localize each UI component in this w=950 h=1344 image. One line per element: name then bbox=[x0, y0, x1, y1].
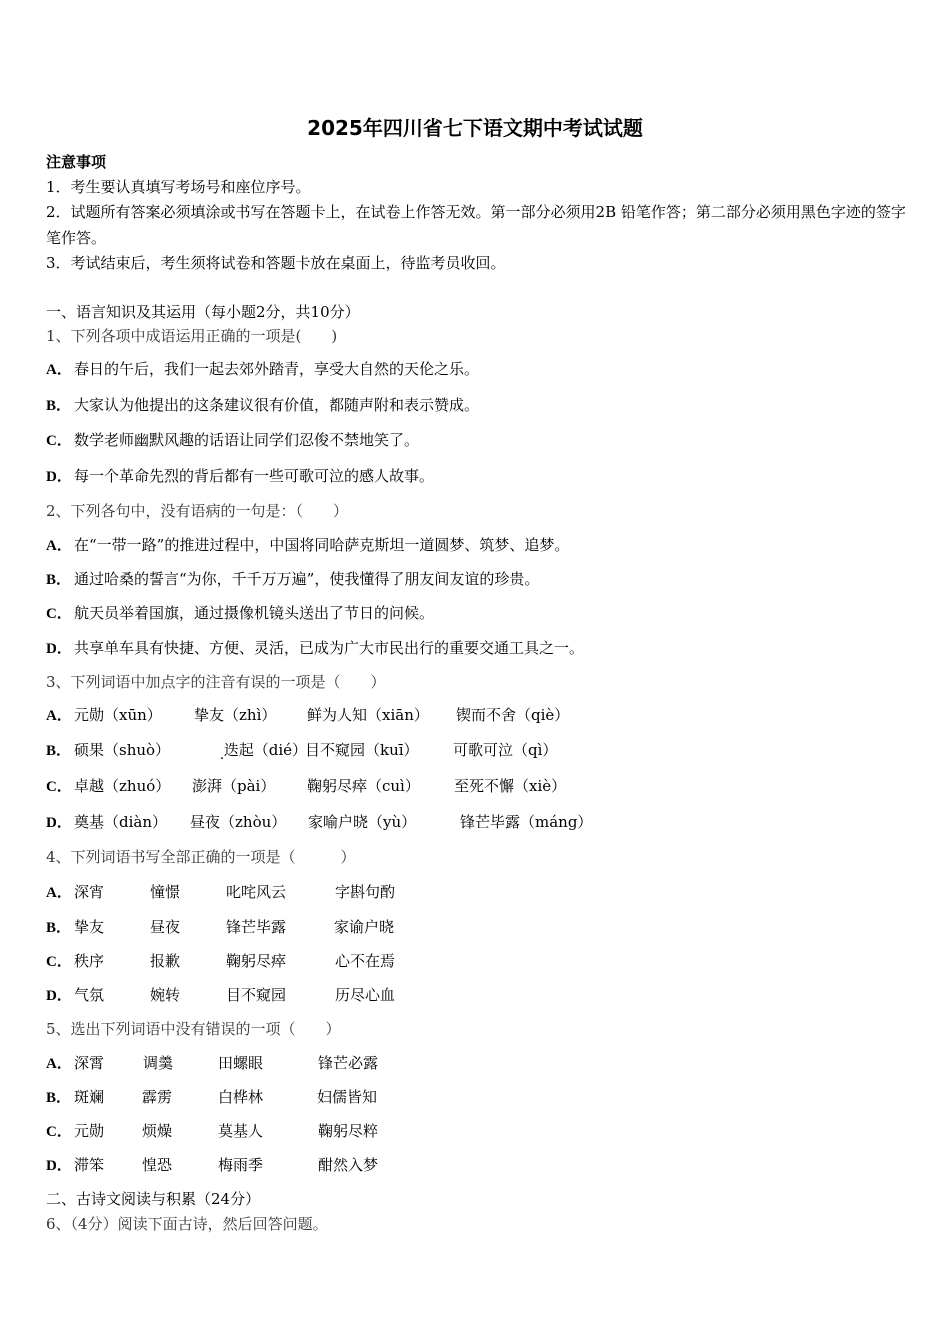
option-text: 春日的午后，我们一起去郊外踏青，享受大自然的天伦之乐。 bbox=[74, 360, 480, 378]
option-label: C． bbox=[46, 779, 72, 795]
option-label: B． bbox=[46, 743, 72, 759]
word-cell: 白桦林 bbox=[218, 1088, 264, 1106]
option-label: A． bbox=[46, 1056, 72, 1072]
option-label: D． bbox=[46, 988, 72, 1004]
option-label: B． bbox=[46, 398, 72, 414]
word-cell: 鞠躬尽瘁（cuì） bbox=[307, 777, 420, 795]
option-label: B． bbox=[46, 920, 72, 936]
question-4-stem: 4、下列词语书写全部正确的一项是（ ） bbox=[46, 848, 356, 866]
word-cell: 婉转 bbox=[150, 986, 181, 1004]
option-label: B． bbox=[46, 1090, 72, 1106]
word-cell: 历尽心血 bbox=[335, 986, 396, 1004]
q5-option-a[interactable] bbox=[46, 1053, 906, 1075]
word-cell: 田螺眼 bbox=[218, 1054, 264, 1072]
word-cell: 霹雳 bbox=[142, 1088, 173, 1106]
q3-option-b[interactable] bbox=[46, 740, 906, 762]
word-cell: 挚友（zhì） bbox=[194, 706, 277, 724]
word-cell: 鞠躬尽瘁 bbox=[226, 952, 287, 970]
q3-option-a[interactable] bbox=[46, 705, 906, 727]
word-cell: 酣然入梦 bbox=[318, 1156, 379, 1174]
option-text: 通过哈桑的誓言“为你，千千万万遍”，使我懂得了朋友间友谊的珍贵。 bbox=[74, 570, 540, 588]
word-cell: 奠基（diàn） bbox=[74, 813, 168, 831]
option-label: C． bbox=[46, 1124, 72, 1140]
word-cell: 梅雨季 bbox=[218, 1156, 264, 1174]
q1-option-b[interactable] bbox=[46, 395, 479, 416]
option-label: B． bbox=[46, 572, 72, 588]
q1-option-d[interactable] bbox=[46, 466, 434, 487]
option-label: A． bbox=[46, 708, 72, 724]
notice-heading: 注意事项 bbox=[46, 153, 107, 171]
word-cell: 可歌可泣（qì） bbox=[453, 741, 558, 759]
section-2-heading: 二、古诗文阅读与积累（24分） bbox=[46, 1190, 261, 1208]
word-cell: 深宵 bbox=[74, 883, 105, 901]
word-cell: 迭起（dié） · bbox=[224, 741, 307, 759]
q5-option-b[interactable] bbox=[46, 1087, 906, 1109]
word-cell: 滞笨 bbox=[74, 1156, 105, 1174]
option-text: 共享单车具有快捷、方便、灵活，已成为广大市民出行的重要交通工具之一。 bbox=[74, 639, 585, 657]
q3-option-c[interactable] bbox=[46, 776, 906, 798]
q2-option-a[interactable] bbox=[46, 535, 569, 556]
option-label: D． bbox=[46, 1158, 72, 1174]
word-cell: 气氛 bbox=[74, 986, 105, 1004]
question-1-stem: 1、下列各项中成语运用正确的一项是( ) bbox=[46, 327, 338, 345]
word-cell: 鲜为人知（xiān） bbox=[307, 706, 429, 724]
q4-option-a[interactable] bbox=[46, 882, 906, 904]
option-label: A． bbox=[46, 885, 72, 901]
word-cell: 元勋 bbox=[74, 1122, 105, 1140]
option-text: 数学老师幽默风趣的话语让同学们忍俊不禁地笑了。 bbox=[74, 431, 420, 449]
word-cell: 妇儒皆知 bbox=[317, 1088, 378, 1106]
q1-option-c[interactable] bbox=[46, 430, 419, 451]
notice-item-1: 1．考生要认真填写考场号和座位序号。 bbox=[46, 178, 311, 196]
option-text: 在“一带一路”的推进过程中，中国将同哈萨克斯坦一道圆梦、筑梦、追梦。 bbox=[74, 536, 570, 554]
word-cell: 至死不懈（xiè） bbox=[454, 777, 567, 795]
question-3-stem: 3、下列词语中加点字的注音有误的一项是（ ） bbox=[46, 673, 386, 691]
word-cell: 调羹 bbox=[143, 1054, 174, 1072]
notice-item-2: 2．试题所有答案必须填涂或书写在答题卡上，在试卷上作答无效。第一部分必须用2B 铅笔作答；第二部分必须用黑色字迹的签字笔作答。 bbox=[46, 203, 906, 247]
word-cell: 深霄 bbox=[74, 1054, 105, 1072]
option-label: A． bbox=[46, 538, 72, 554]
option-text: 每一个革命先烈的背后都有一些可歌可泣的感人故事。 bbox=[74, 467, 435, 485]
word-cell: 锲而不舍（qiè） bbox=[456, 706, 570, 724]
word-cell: 报歉 bbox=[150, 952, 181, 970]
option-text: 大家认为他提出的这条建议很有价值，都随声附和表示赞成。 bbox=[74, 396, 480, 414]
word-cell: 挚友 bbox=[74, 918, 105, 936]
q1-option-a[interactable] bbox=[46, 359, 479, 380]
q4-option-c[interactable] bbox=[46, 951, 906, 973]
word-cell: 斑斓 bbox=[74, 1088, 105, 1106]
word-cell: 昼夜 bbox=[150, 918, 181, 936]
word-cell: 锋芒必露 bbox=[318, 1054, 379, 1072]
notice-item-3: 3．考试结束后，考生须将试卷和答题卡放在桌面上，待监考员收回。 bbox=[46, 254, 506, 272]
option-text: 航天员举着国旗，通过摄像机镜头送出了节日的问候。 bbox=[74, 604, 435, 622]
question-5-stem: 5、选出下列词语中没有错误的一项（ ） bbox=[46, 1020, 341, 1038]
option-label: D． bbox=[46, 641, 72, 657]
option-label: D． bbox=[46, 815, 72, 831]
q5-option-c[interactable] bbox=[46, 1121, 906, 1143]
option-label: C． bbox=[46, 433, 72, 449]
word-cell: 家喻户晓（yù） bbox=[308, 813, 417, 831]
q5-option-d[interactable] bbox=[46, 1155, 906, 1177]
section-1-heading: 一、语言知识及其运用（每小题2分，共10分） bbox=[46, 303, 360, 321]
word-cell: 鞠躬尽粹 bbox=[318, 1122, 379, 1140]
word-cell: 家谕户晓 bbox=[334, 918, 395, 936]
option-label: C． bbox=[46, 606, 72, 622]
question-2-stem: 2、下列各句中，没有语病的一句是：（ ） bbox=[46, 502, 349, 520]
word-cell: 昼夜（zhòu） bbox=[190, 813, 287, 831]
word-cell: 澎湃（pài） bbox=[192, 777, 276, 795]
word-cell: 字斟句酌 bbox=[335, 883, 396, 901]
q2-option-d[interactable] bbox=[46, 638, 584, 659]
word-cell: 锋芒毕露（máng） bbox=[460, 813, 593, 831]
page-title: 2025年四川省七下语文期中考试试题 bbox=[307, 116, 643, 140]
word-cell: 目不窥园 bbox=[226, 986, 287, 1004]
question-6-stem: 6、（4分）阅读下面古诗，然后回答问题。 bbox=[46, 1215, 328, 1233]
q2-option-c[interactable] bbox=[46, 603, 434, 624]
q2-option-b[interactable] bbox=[46, 569, 539, 590]
option-label: C． bbox=[46, 954, 72, 970]
word-cell: 卓越（zhuó） bbox=[74, 777, 171, 795]
word-cell: 锋芒毕露 bbox=[226, 918, 287, 936]
word-cell: 憧憬 bbox=[150, 883, 181, 901]
q4-option-d[interactable] bbox=[46, 985, 906, 1007]
word-cell: 叱咤风云 bbox=[226, 883, 287, 901]
word-cell: 目不窥园（kuī） bbox=[305, 741, 419, 759]
word-cell: 烦燥 bbox=[142, 1122, 173, 1140]
q4-option-b[interactable] bbox=[46, 917, 906, 939]
word-cell: 莫基人 bbox=[218, 1122, 264, 1140]
word-cell: 心不在焉 bbox=[335, 952, 396, 970]
word-cell: 硕果（shuò） bbox=[74, 741, 171, 759]
q3-option-d[interactable] bbox=[46, 812, 906, 834]
word-cell: 元勋（xūn） bbox=[74, 706, 162, 724]
option-label: D． bbox=[46, 469, 72, 485]
word-cell: 秩序 bbox=[74, 952, 105, 970]
word-cell: 惶恐 bbox=[142, 1156, 173, 1174]
option-label: A． bbox=[46, 362, 72, 378]
